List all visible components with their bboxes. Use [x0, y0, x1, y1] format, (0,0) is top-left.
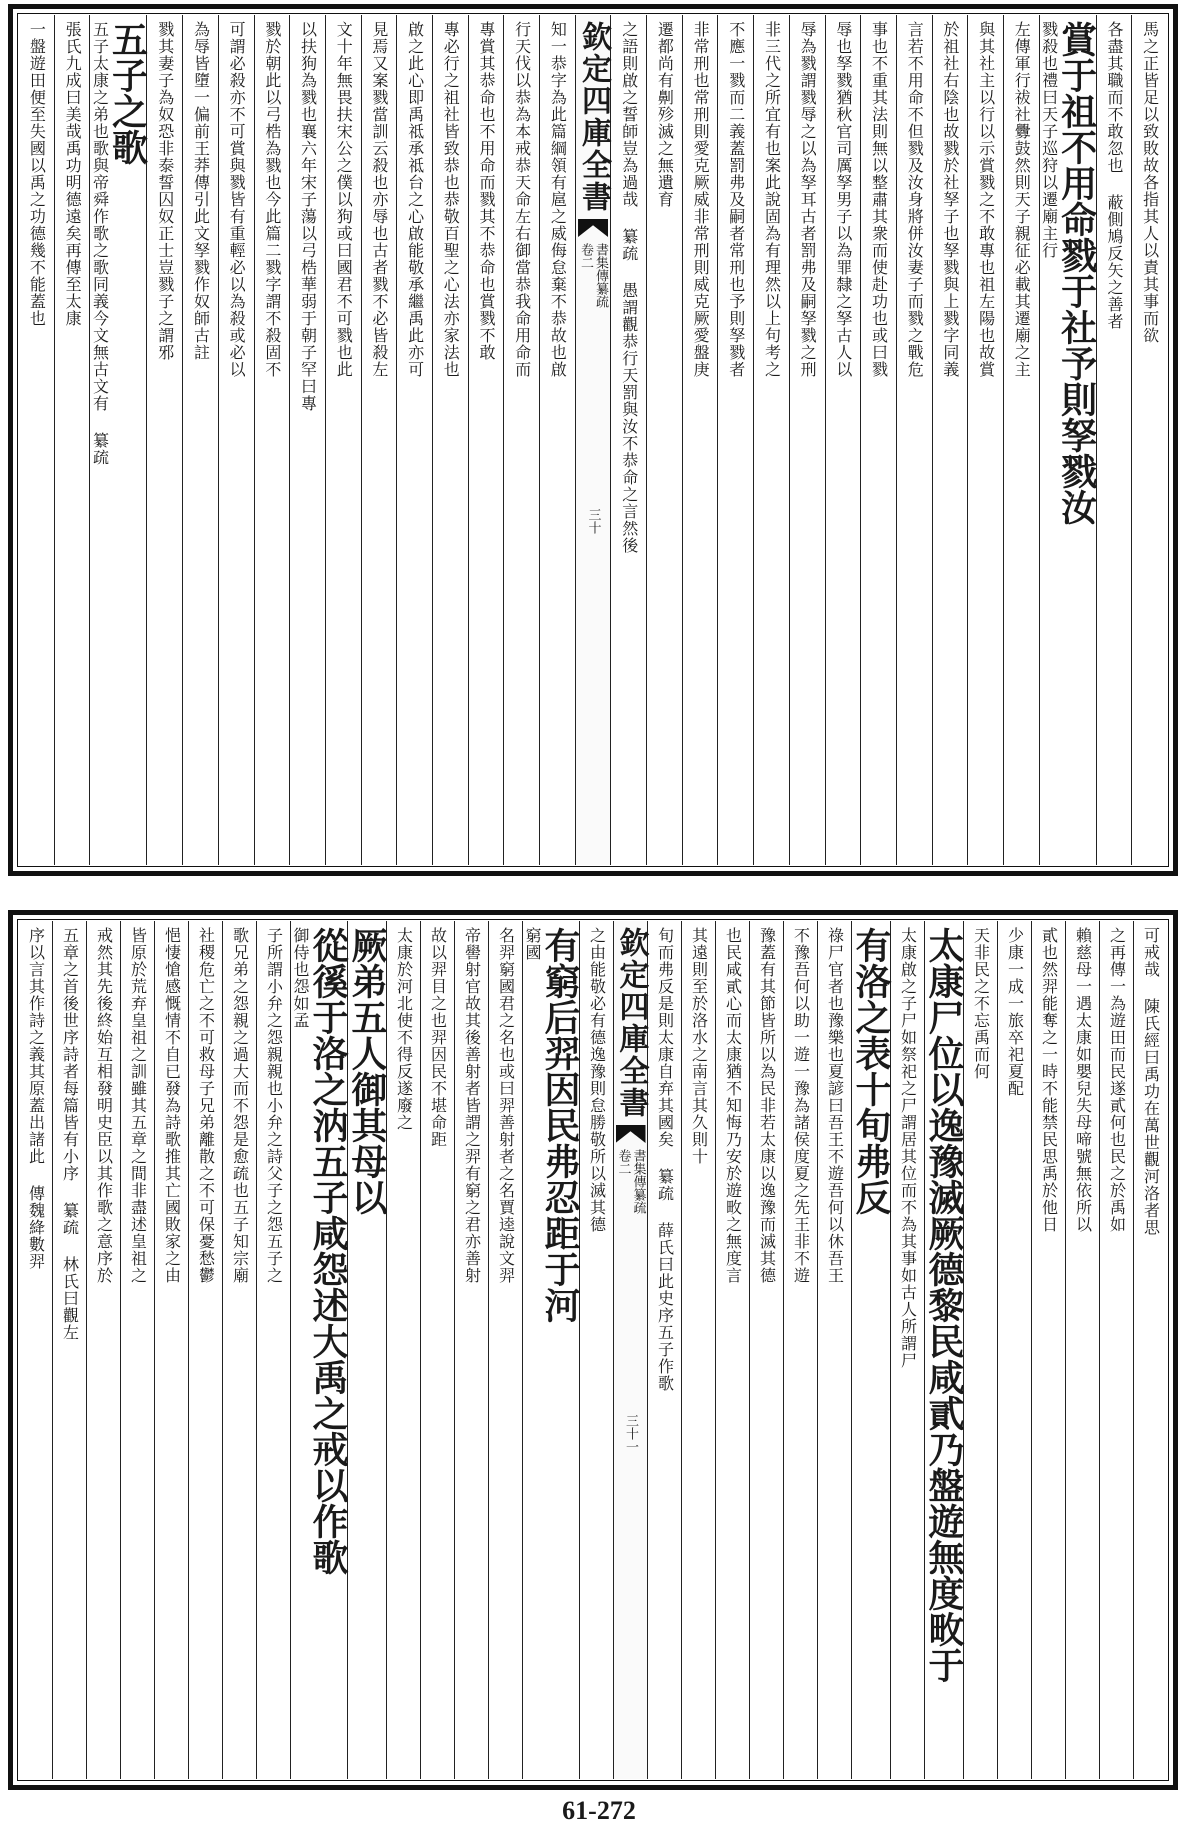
commentary-column — [386, 921, 420, 1779]
commentary-text: 旬而弗反是則太康自弃其國矣 纂疏 薛氏曰此史序五子作歌 — [655, 927, 675, 1392]
commentary-text: 五章之首後世序詩者每篇皆有小序 纂疏 林氏曰觀左 — [60, 927, 80, 1341]
commentary-column — [1003, 15, 1039, 865]
banner-folio: 三十 — [585, 508, 601, 534]
commentary-column — [860, 15, 896, 865]
main-text: 賞于祖不用命戮于社予則孥戮汝 — [1055, 21, 1098, 525]
commentary-text: 其遠則至於洛水之南言其久則十 — [689, 927, 709, 1165]
commentary-column — [86, 921, 120, 1779]
commentary-column — [120, 921, 154, 1779]
main-text-column — [1039, 15, 1096, 865]
commentary-column — [146, 15, 182, 865]
commentary-text: 辱為戮謂戮辱之以為孥耳古者罰弗及嗣孥戮之刑 — [798, 21, 818, 378]
banner-folio: 三十一 — [623, 1414, 638, 1453]
commentary-text: 辱也孥戮猶秋官司厲孥男子以為罪隸之孥古人以 — [833, 21, 853, 378]
commentary-text: 序以言其作詩之義其原蓋出諸此 傳魏絳數羿 — [26, 927, 46, 1270]
banner-edition: 書集傳纂疏 — [593, 243, 609, 308]
bottom-page-frame — [8, 910, 1178, 1790]
commentary-text: 皆原於荒弃皇祖之訓雖其五章之間非盡述皇祖之 — [128, 927, 148, 1284]
center-banner-column — [575, 15, 611, 865]
bottom-text-columns — [19, 921, 1167, 1779]
commentary-text: 戮於朝此以弓梏為戮也今此篇二戮字謂不殺固不 — [262, 21, 282, 378]
commentary-text: 各盡其職而不敢忽也 蔽側鳩反矢之善者 — [1104, 21, 1124, 330]
commentary-column — [789, 15, 825, 865]
commentary-column — [19, 921, 52, 1779]
commentary-text: 之由能敬必有德逸豫則怠勝敬所以滅其德 — [587, 927, 607, 1233]
main-text: 厥弟五人御其母以 — [346, 927, 388, 1215]
commentary-column — [896, 15, 932, 865]
main-text-column — [522, 921, 579, 1779]
commentary-column — [1131, 15, 1167, 865]
commentary-column — [1133, 921, 1167, 1779]
commentary-column — [468, 15, 504, 865]
commentary-text: 可戒哉 陳氏經曰禹功在萬世觀河洛者思 — [1141, 927, 1161, 1236]
commentary-column — [289, 15, 325, 865]
commentary-text: 文十年無畏扶宋公之僕以狗或曰國君不可戮也此 — [334, 21, 354, 378]
commentary-column — [188, 921, 222, 1779]
commentary-text: 少康一成一旅卒祀夏配 — [1005, 927, 1025, 1097]
annotation-text: 五子太康之弟也歌與帝舜作歌之歌同義今文無古文有 纂疏 — [90, 21, 110, 466]
commentary-column — [454, 921, 488, 1779]
commentary-column — [646, 15, 682, 865]
commentary-text: 也民咸貳心而太康猶不知悔乃安於遊畋之無度言 — [723, 927, 743, 1284]
commentary-column — [1031, 921, 1065, 1779]
commentary-text: 以扶狗為戮也襄六年宋子蕩以弓梏華弱于朝子罕曰專 — [298, 21, 318, 412]
commentary-text: 專必行之祖社皆致恭也恭敬百聖之心法亦家法也 — [441, 21, 461, 378]
commentary-text: 貳也然羿能奪之一時不能禁民思禹於他日 — [1039, 927, 1059, 1233]
commentary-column — [825, 15, 861, 865]
commentary-text: 不豫吾何以助一遊一豫為諸侯度夏之先王非不遊 — [791, 927, 811, 1284]
commentary-text: 與其社主以行以示賞戮之不敢專也祖左陽也故賞 — [976, 21, 996, 378]
commentary-column — [963, 921, 997, 1779]
center-banner-column — [613, 921, 647, 1779]
annotation-text: 御侍也怨如孟 — [291, 927, 310, 1029]
commentary-text: 左傳軍行祓社釁鼓然則天子親征必載其遷廟之主 — [1012, 21, 1032, 378]
commentary-column — [256, 921, 290, 1779]
commentary-text: 於祖社右陰也故戮於社孥子也孥戮與上戮字同義 — [940, 21, 960, 378]
commentary-column — [222, 921, 256, 1779]
main-text: 五子之歌 — [106, 21, 149, 165]
top-page-frame — [8, 4, 1178, 876]
commentary-column — [432, 15, 468, 865]
commentary-column — [503, 15, 539, 865]
banner-title: 欽定四庫全書 — [576, 21, 612, 213]
commentary-text: 言若不用命不但戮及汝身將併汝妻子而戮之戰危 — [905, 21, 925, 378]
commentary-column — [967, 15, 1003, 865]
main-text: 有窮后羿因民弗忍距于河 — [539, 927, 581, 1323]
commentary-column — [182, 15, 218, 865]
banner-title: 欽定四庫全書 — [613, 927, 649, 1119]
commentary-column — [717, 15, 753, 865]
commentary-column — [19, 15, 54, 865]
commentary-column — [325, 15, 361, 865]
commentary-column — [715, 921, 749, 1779]
commentary-text: 非三代之所宜有也案此說固為有理然以上句考之 — [762, 21, 782, 378]
annotation-text: 太康啟之子尸如祭祀之尸謂居其位而不為其事如古人所謂尸 — [898, 927, 918, 1369]
commentary-text: 啟之此心即禹祗承祗台之心啟能敬承繼禹此亦可 — [405, 21, 425, 378]
fish-tail-mark — [578, 219, 608, 237]
banner-juan: 卷二 — [578, 243, 594, 269]
commentary-text: 之語則啟之誓師豈為過哉 纂疏 愚謂觀恭行天罰與汝不恭命之言然後 — [619, 21, 639, 554]
commentary-text: 社稷危亡之不可救母子兄弟離散之不可保憂愁鬱 — [196, 927, 216, 1284]
top-text-columns — [19, 15, 1167, 865]
commentary-column — [420, 921, 454, 1779]
commentary-column — [817, 921, 851, 1779]
commentary-text: 歌兄弟之怨親之過大而不怨是愈疏也五子知宗廟 — [230, 927, 250, 1284]
commentary-column — [361, 15, 397, 865]
commentary-text: 不應一戮而二義蓋罰弗及嗣者常刑也予則孥戮者 — [726, 21, 746, 378]
commentary-text: 遷都尚有劓殄滅之無遺育 — [655, 21, 675, 208]
fish-tail-mark — [616, 1125, 646, 1143]
commentary-text: 名羿窮國君之名也或曰羿善射者之名賈逵說文羿 — [496, 927, 516, 1284]
banner-juan: 卷二 — [615, 1149, 631, 1175]
commentary-text: 子所謂小弁之怨親親也小弁之詩父子之怨五子之 — [264, 927, 284, 1284]
commentary-column — [1065, 921, 1099, 1779]
commentary-column — [753, 15, 789, 865]
main-text-column — [851, 921, 890, 1779]
commentary-column — [681, 921, 715, 1779]
commentary-text: 一盤遊田便至失國以禹之功德幾不能蓋也 — [27, 21, 47, 327]
commentary-column — [539, 15, 575, 865]
commentary-text: 帝嚳射官故其後善射者皆謂之羿有窮之君亦善射 — [462, 927, 482, 1284]
commentary-text: 天非民之不忘禹而何 — [971, 927, 991, 1080]
annotation-text: 窮國 — [523, 927, 542, 961]
banner-edition: 書集傳纂疏 — [630, 1149, 646, 1214]
commentary-text: 悒悽愴感慨情不自已發為詩歌推其亡國敗家之由 — [162, 927, 182, 1284]
commentary-column — [997, 921, 1031, 1779]
commentary-column — [1096, 15, 1132, 865]
commentary-text: 事也不重其法則無以整肅其衆而使赴功也或曰戮 — [869, 21, 889, 378]
commentary-column — [154, 921, 188, 1779]
commentary-text: 見焉又案戮當訓云殺也亦辱也古者戮不必皆殺左 — [369, 21, 389, 378]
main-text: 太康尸位以逸豫滅厥德黎民咸貳乃盤遊無度畋于 — [923, 927, 965, 1683]
commentary-text: 戮其妻子為奴恐非泰誓囚奴正士豈戮子之謂邪 — [155, 21, 175, 361]
commentary-column — [488, 921, 522, 1779]
main-text-column — [924, 921, 963, 1779]
commentary-column — [932, 15, 968, 865]
main-text: 從徯于洛之汭五子咸怨述大禹之戒以作歌 — [307, 927, 349, 1575]
commentary-text: 為辱皆墮一偏前王莽傳引此文孥戮作奴師古註 — [191, 21, 211, 361]
commentary-column — [783, 921, 817, 1779]
commentary-text: 戒然其先後終始互相發明史臣以其作歌之意序於 — [94, 927, 114, 1284]
commentary-column — [218, 15, 254, 865]
main-text: 有洛之表十旬弗反 — [850, 927, 892, 1215]
commentary-text: 行天伐以恭為本戒恭天命左右御當恭我命用命而 — [512, 21, 532, 378]
annotation-column — [890, 921, 924, 1779]
commentary-text: 豫蓋有其節皆所以為民非若太康以逸豫而滅其德 — [757, 927, 777, 1284]
commentary-text: 可謂必殺亦不可賞與戮皆有重輕必以為殺或必以 — [227, 21, 247, 378]
commentary-text: 太康於河北使不得反遂廢之 — [394, 927, 414, 1131]
commentary-column — [682, 15, 718, 865]
commentary-text: 故以羿目之也羿因民不堪命距 — [428, 927, 448, 1148]
commentary-text: 專賞其恭命也不用命而戮其不恭命也賞戮不敢 — [476, 21, 496, 361]
main-text-column — [347, 921, 386, 1779]
page-number: 61-272 — [562, 1796, 636, 1825]
annotation-text: 戮殺也禮曰天子巡狩以遷廟主行 — [1039, 21, 1059, 259]
commentary-text: 知一恭字為此篇綱領有扈之威侮怠棄不恭故也啟 — [548, 21, 568, 378]
commentary-column — [52, 921, 86, 1779]
commentary-column — [396, 15, 432, 865]
commentary-column — [1099, 921, 1133, 1779]
main-text-column — [89, 15, 149, 865]
commentary-text: 之再傳一為遊田而民遂貳何也民之於禹如 — [1107, 927, 1127, 1233]
commentary-column — [647, 921, 681, 1779]
commentary-column — [749, 921, 783, 1779]
commentary-column — [54, 15, 90, 865]
main-text-column — [290, 921, 347, 1779]
commentary-text: 賴慈母一遇太康如嬰兒失母啼號無依所以 — [1073, 927, 1093, 1233]
commentary-text: 祿尸官者也豫樂也夏諺曰吾王不遊吾何以休吾王 — [825, 927, 845, 1284]
commentary-text: 張氏九成曰美哉禹功明德遠矣再傳至太康 — [63, 21, 83, 327]
commentary-column — [579, 921, 613, 1779]
commentary-column — [254, 15, 290, 865]
commentary-text: 馬之正皆足以致敗故各指其人以責其事而欲 — [1140, 21, 1160, 344]
commentary-text: 非常刑也常刑則愛克厥威非常刑則威克厥愛盤庚 — [691, 21, 711, 378]
commentary-column — [610, 15, 646, 865]
